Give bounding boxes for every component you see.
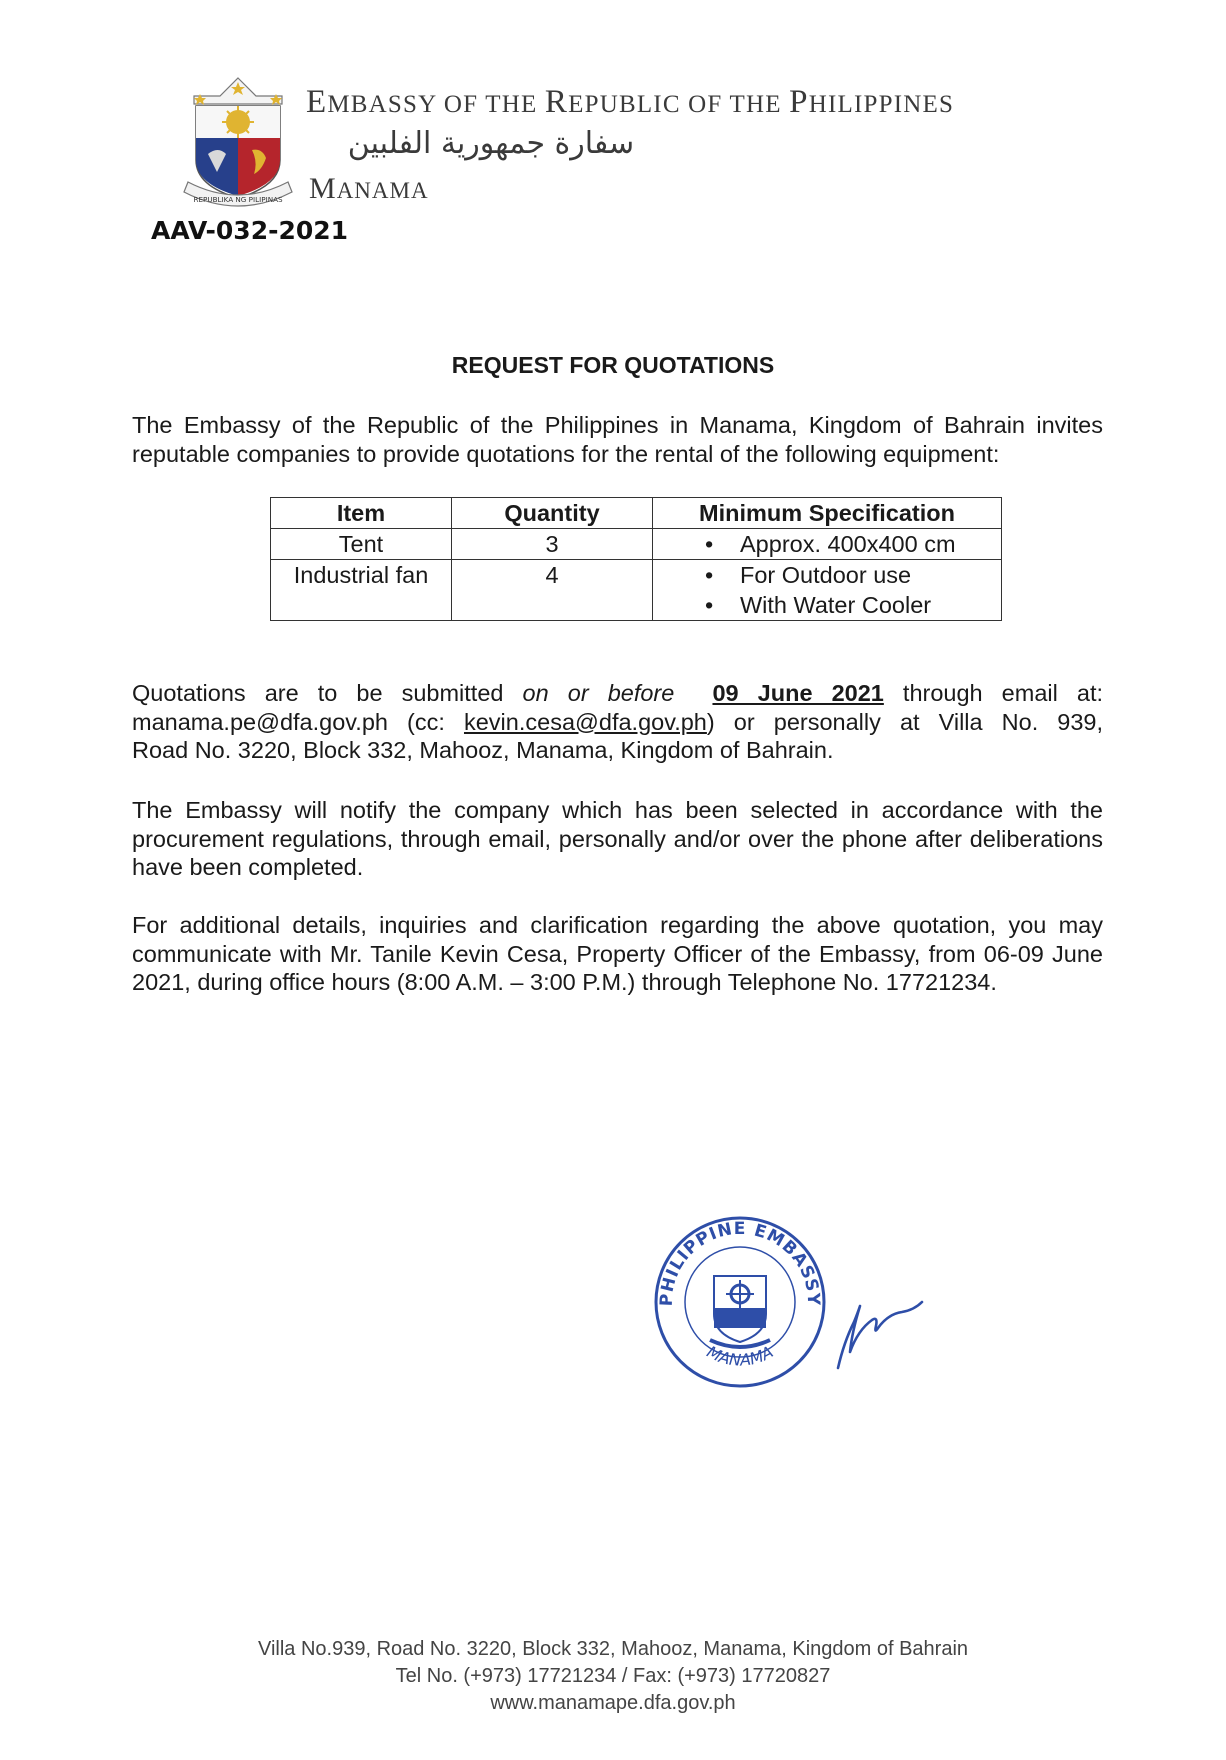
spec-bullet: • Approx. 400x400 cm (659, 529, 995, 559)
page-footer (0, 1636, 1226, 1717)
email-link[interactable]: manama.pe@dfa.gov.ph (132, 708, 388, 735)
signature-graphic (818, 1282, 938, 1372)
cell-quantity: 4 (452, 560, 653, 621)
intro-paragraph: The Embassy of the Republic of the Philippines in Manama, Kingdom of Bahrain invites reputable companies to provide quotations for the rental of the following equipment: (132, 412, 1103, 467)
contact-paragraph: For additional details, inquiries and clarification regarding the above quotation, you may communicate with Mr. Tanile Kevin Cesa, Property Officer of the Embassy, from 06-09 June 2021, during office hours (8:00 A.M. – 3:00 P.M.) through Telephone No. 17721234. (132, 912, 1103, 995)
submission-paragraph: Quotations are to be submitted on or before 09 June 2021 through email at: manama.pe@dfa.gov.ph (cc: kevin.cesa@dfa.gov.ph) or personally at Villa No. 939, Road No. 3220, Block 332, Mahooz, Manama, Kingdom of Bahrain. (132, 680, 1104, 763)
embassy-name-arabic: سفارة جمهورية الفلبين (347, 126, 635, 161)
notification-paragraph: The Embassy will notify the company which has been selected in accordance with the procurement regulations, through email, personally and/or over the phone after deliberations have been completed. (132, 797, 1103, 880)
header-quantity: Quantity (452, 498, 653, 529)
deadline-date: 09 June 2021 (712, 680, 884, 706)
cell-quantity: 3 (452, 529, 653, 560)
header-item: Item (271, 498, 452, 529)
cell-item: Tent (271, 529, 452, 560)
embassy-name: EMBASSY OF THE REPUBLIC OF THE PHILIPPINES (306, 84, 955, 120)
cell-specification (653, 560, 1002, 621)
embassy-stamp (650, 1210, 830, 1390)
seal-text: REPUBLIKA NG PILIPINAS (193, 195, 283, 204)
cell-item: Industrial fan (271, 560, 452, 621)
cell-specification (653, 529, 1002, 560)
stamp-bottom-text: MANAMA (703, 1342, 777, 1370)
header-specification: Minimum Specification (653, 498, 1002, 529)
stamp-top-text: PHILIPPINE EMBASSY (656, 1218, 824, 1307)
equipment-table (270, 497, 1002, 621)
table-header-row (271, 498, 1002, 529)
philippine-seal-logo (178, 74, 298, 214)
footer-website[interactable]: www.manamape.dfa.gov.ph (490, 1692, 736, 1714)
document-title: REQUEST FOR QUOTATIONS (451, 352, 775, 378)
spec-bullet: • For Outdoor use (659, 560, 995, 590)
submission-emphasis: on or before (522, 680, 675, 706)
table-row (271, 529, 1002, 560)
footer-phone: Tel No. (+973) 17721234 / Fax: (+973) 17720827 (395, 1665, 831, 1687)
embassy-city: MANAMA (309, 172, 429, 205)
table-row (271, 560, 1002, 621)
reference-number: AAV-032-2021 (151, 216, 349, 245)
footer-address: Villa No.939, Road No. 3220, Block 332, Mahooz, Manama, Kingdom of Bahrain (257, 1638, 969, 1660)
cc-email-link[interactable]: kevin.cesa@dfa.gov.ph (463, 708, 707, 735)
spec-bullet: • With Water Cooler (659, 590, 995, 620)
